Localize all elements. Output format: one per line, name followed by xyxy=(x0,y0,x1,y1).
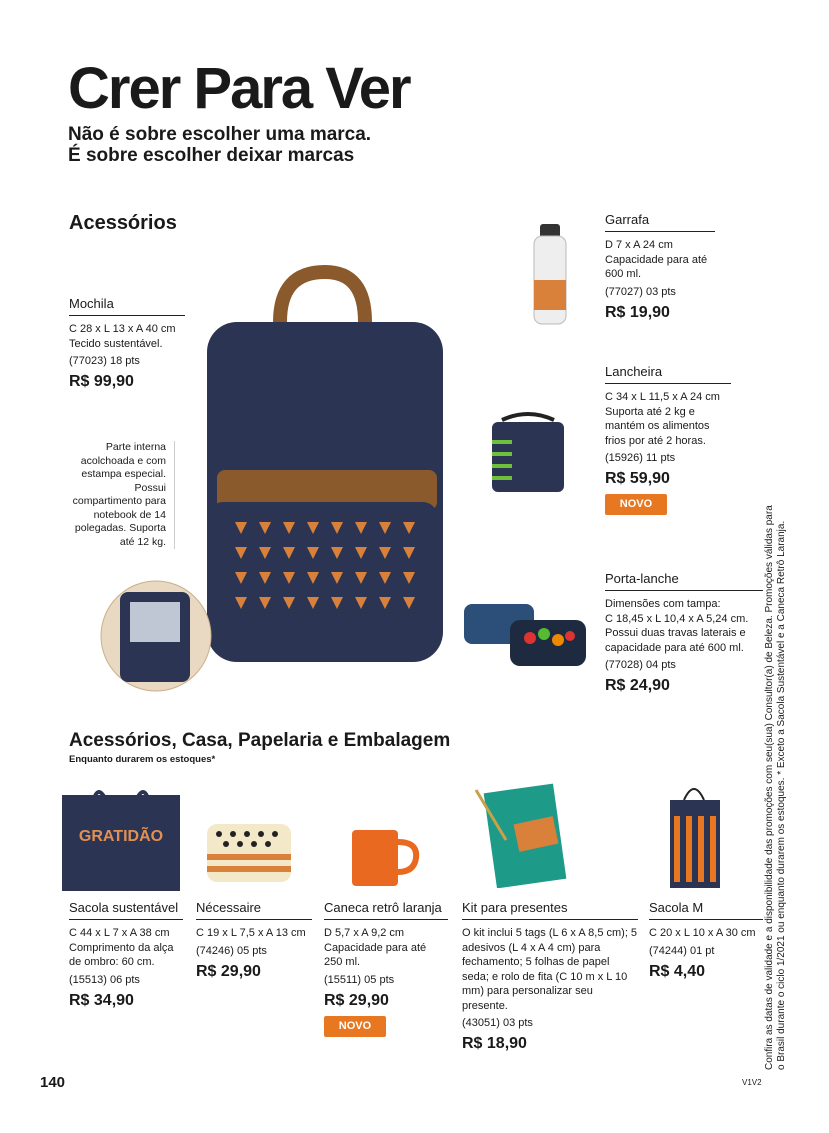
product-description: C 19 x L 7,5 x A 13 cm xyxy=(196,927,306,939)
product-mochila xyxy=(69,296,185,391)
lunchbag-image xyxy=(482,408,574,496)
paper-bag-image xyxy=(666,776,724,892)
product-description: D 5,7 x A 9,2 cm Capacidade para até 250 ml. xyxy=(324,927,427,968)
product-name: Porta-lanche xyxy=(605,571,763,591)
product-description: C 34 x L 11,5 x A 24 cm Suporta até 2 kg e mantém os alimentos frios por até 2 horas. xyxy=(605,391,720,447)
tote-art-text: GRATIDÃO xyxy=(78,828,164,845)
product-description: O kit inclui 5 tags (L 6 x A 8,5 cm); 5 adesivos (L 4 x A 4 cm) para fechamento; 5 folhas de papel seda; e rolo de fita (C 10 m x L 10 mm) para personalizar seu presente. xyxy=(462,927,638,1012)
product-price: R$ 99,90 xyxy=(69,373,134,390)
product-code-points: (15511) 05 pts xyxy=(324,973,395,986)
product-garrafa xyxy=(605,212,715,322)
product-price: R$ 34,90 xyxy=(69,991,134,1009)
product-price: R$ 29,90 xyxy=(196,962,261,980)
product-price: R$ 19,90 xyxy=(605,303,670,321)
pouch-image xyxy=(203,820,295,886)
product-code-points: (77027) 03 pts xyxy=(605,285,676,298)
product-porta-lanche xyxy=(605,571,763,695)
backpack-callout: Parte interna acolchoada e com estampa especial. Possui compartimento para notebook de 14 polegadas. Suporta até 12 kg. xyxy=(70,441,175,549)
tote-bag-image xyxy=(58,775,184,893)
product-code-points: (74246) 05 pts xyxy=(196,944,267,957)
product-code-points: (15926) 11 pts xyxy=(605,452,676,464)
product-name: Sacola M xyxy=(649,900,763,920)
product-necessaire xyxy=(196,900,312,981)
page-number: 140 xyxy=(40,1074,66,1091)
disclaimer-text: Confira as datas de validade e a disponibilidade das promoções com seu(sua) Consultor(a) de Beleza. Promoções válidas para o Brasil durante o ciclo 1/2021 ou enquanto durarem os estoques. * Exceto a Sacola Sustentável e a Caneca Retrô Laranja. xyxy=(764,505,787,1070)
product-lancheira xyxy=(605,364,731,515)
gift-kit-image xyxy=(466,780,584,888)
product-caneca xyxy=(324,900,448,1037)
product-description: D 7 x A 24 cm Capacidade para até 600 ml. xyxy=(605,239,708,280)
product-sacola-m xyxy=(649,900,763,981)
product-description: C 28 x L 13 x A 40 cm Tecido sustentável. xyxy=(69,323,176,350)
product-code-points: (77028) 04 pts xyxy=(605,659,676,671)
new-badge: NOVO xyxy=(324,1016,386,1037)
new-badge: NOVO xyxy=(605,494,667,515)
product-code-points: (43051) 03 pts xyxy=(462,1017,533,1029)
lunchbox-image xyxy=(462,598,590,678)
section-title-second: Acessórios, Casa, Papelaria e Embalagem xyxy=(69,730,451,751)
backpack-image xyxy=(195,262,455,672)
product-sacola xyxy=(69,900,183,1010)
page-subtitle xyxy=(68,124,371,166)
backpack-interior-image xyxy=(98,580,214,692)
subtitle-line-2: É sobre escolher deixar marcas xyxy=(68,145,355,166)
product-description: C 44 x L 7 x A 38 cm Comprimento da alça de ombro: 60 cm. xyxy=(69,927,174,968)
product-price: R$ 24,90 xyxy=(605,677,670,694)
section-note: Enquanto durarem os estoques* xyxy=(69,754,216,765)
product-description: C 20 x L 10 x A 30 cm xyxy=(649,927,756,939)
product-name: Sacola sustentável xyxy=(69,900,183,920)
product-name: Kit para presentes xyxy=(462,900,638,920)
bottle-image xyxy=(528,222,572,326)
product-description: Dimensões com tampa: C 18,45 x L 10,4 x A 5,24 cm. Possui duas travas laterais e capacidade para até 600 ml. xyxy=(605,598,749,654)
version-code: V1V2 xyxy=(742,1078,762,1087)
mug-image xyxy=(346,824,422,890)
product-price: R$ 29,90 xyxy=(324,991,389,1009)
product-name: Garrafa xyxy=(605,212,715,232)
product-kit xyxy=(462,900,638,1053)
page-title: Crer Para Ver xyxy=(68,56,410,121)
section-title-accessories: Acessórios xyxy=(69,212,177,234)
product-price: R$ 59,90 xyxy=(605,470,670,487)
product-code-points: (74244) 01 pt xyxy=(649,944,715,957)
product-code-points: (77023) 18 pts xyxy=(69,355,140,367)
product-price: R$ 4,40 xyxy=(649,962,706,980)
product-name: Lancheira xyxy=(605,364,731,384)
product-code-points: (15513) 06 pts xyxy=(69,973,140,986)
subtitle-line-1: Não é sobre escolher uma marca. xyxy=(68,124,372,145)
product-name: Mochila xyxy=(69,296,185,316)
product-name: Caneca retrô laranja xyxy=(324,900,448,920)
legal-disclaimer xyxy=(758,505,818,1070)
product-name: Nécessaire xyxy=(196,900,312,920)
product-price: R$ 18,90 xyxy=(462,1035,527,1052)
